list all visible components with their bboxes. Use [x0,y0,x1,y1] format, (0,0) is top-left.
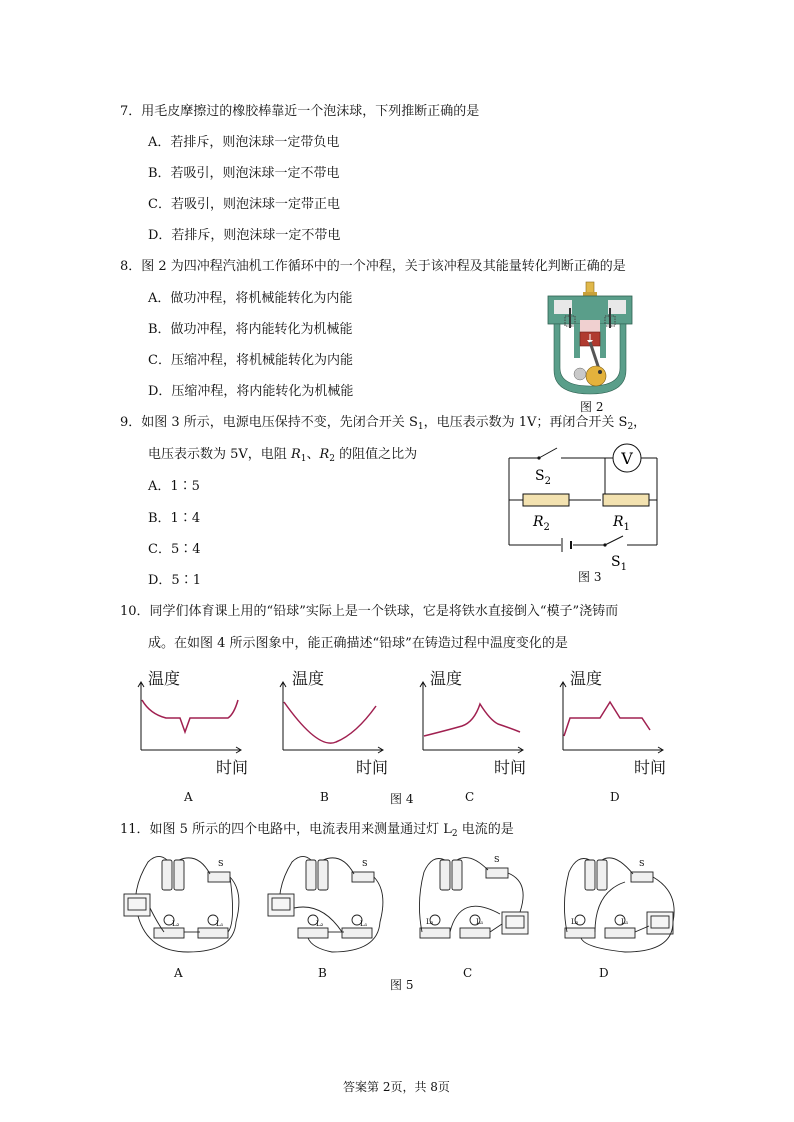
circuit-d-label: D [599,966,609,980]
graph-c-x-label: 时间 [494,758,527,777]
svg-text:L₁: L₁ [621,918,629,926]
q9-stem-line2: 电压表示数为 5V，电阻 $R_1$、$R_2$ 的阻值之比为 [148,447,418,464]
graph-b-x-label: 时间 [356,758,389,777]
voltmeter-label: V [621,449,633,468]
circuit-c [410,852,540,964]
figure-3-caption: 图 3 [578,570,602,584]
circuit-b [262,852,392,964]
q8-option-a: A．做功冲程，将机械能转化为内能 [148,291,353,306]
svg-text:L₂: L₂ [316,920,324,928]
svg-text:S: S [494,855,500,864]
q10-stem-line2: 成。在如图 4 所示图象中，能正确描述“铅球”在铸造过程中温度变化的是 [148,636,568,651]
q11-stem: 11．如图 5 所示的四个电路中，电流表用来测量通过灯 $L_2$ 电流的是 [120,822,514,839]
svg-text:L₂: L₂ [571,918,579,926]
figure-4-caption: 图 4 [390,792,414,806]
svg-text:L₁: L₁ [216,920,224,928]
q7-option-a: A．若排斥，则泡沫球一定带负电 [148,135,340,150]
q10-stem-line1: 10．同学们体育课上用的“铅球”实际上是一个铁球，它是将铁水直接倒入“模子”浇铸而 [120,604,619,619]
graph-c-y-label: 温度 [430,669,463,688]
graph-a [136,680,246,755]
graph-a-y-label: 温度 [148,669,181,688]
q9-option-c: C．5∶4 [148,542,201,557]
q8-option-c: C．压缩冲程，将机械能转化为内能 [148,353,353,368]
circuit-d [555,852,685,964]
s2-label: $S_2$ [535,468,551,487]
svg-text:L₁: L₁ [476,918,484,926]
q8-stem: 8．图 2 为四冲程汽油机工作循环中的一个冲程，关于该冲程及其能量转化判断正确的是 [120,259,626,274]
svg-text:L₁: L₁ [360,920,368,928]
graph-b-y-label: 温度 [292,669,325,688]
r2-label: $R_2$ [533,514,550,533]
graph-b [278,680,388,755]
s1-label: $S_1$ [611,554,627,573]
graph-b-label: B [320,790,329,804]
q9-option-b: B．1∶4 [148,511,201,526]
graph-c [418,680,528,755]
page-footer: 答案第 2页，共 8页 [343,1080,450,1094]
svg-text:S: S [362,859,368,868]
engine-figure [540,280,640,398]
svg-text:S: S [218,859,224,868]
svg-text:S: S [639,859,645,868]
svg-text:L₂: L₂ [426,918,434,926]
circuit-c-label: C [463,966,473,980]
graph-a-x-label: 时间 [216,758,249,777]
circuit-figure-3 [505,440,665,573]
circuit-a [118,852,248,964]
q7-stem: 7．用毛皮摩擦过的橡胶棒靠近一个泡沫球，下列推断正确的是 [120,104,480,119]
q8-option-d: D．压缩冲程，将内能转化为机械能 [148,384,354,399]
q7-option-c: C．若吸引，则泡沫球一定带正电 [148,197,340,212]
graph-a-label: A [184,790,193,804]
figure-2-caption: 图 2 [580,400,604,414]
graph-d [558,680,668,755]
q9-option-a: A．1∶5 [148,479,200,494]
q7-option-b: B．若吸引，则泡沫球一定不带电 [148,166,340,181]
graph-d-label: D [610,790,620,804]
q8-option-b: B．做功冲程，将内能转化为机械能 [148,322,353,337]
graph-d-y-label: 温度 [570,669,603,688]
q9-option-d: D．5∶1 [148,573,201,588]
circuit-b-label: B [318,966,327,980]
svg-text:L₂: L₂ [172,920,180,928]
circuit-a-label: A [174,966,183,980]
r1-label: $R_1$ [613,514,630,533]
figure-5-caption: 图 5 [390,978,414,992]
q7-option-d: D．若排斥，则泡沫球一定不带电 [148,228,341,243]
q9-stem-line1: 9．如图 3 所示，电源电压保持不变，先闭合开关 $S_1$，电压表示数为 1V；再闭合开关 $S_2$， [120,415,647,432]
graph-d-x-label: 时间 [634,758,667,777]
graph-c-label: C [465,790,475,804]
